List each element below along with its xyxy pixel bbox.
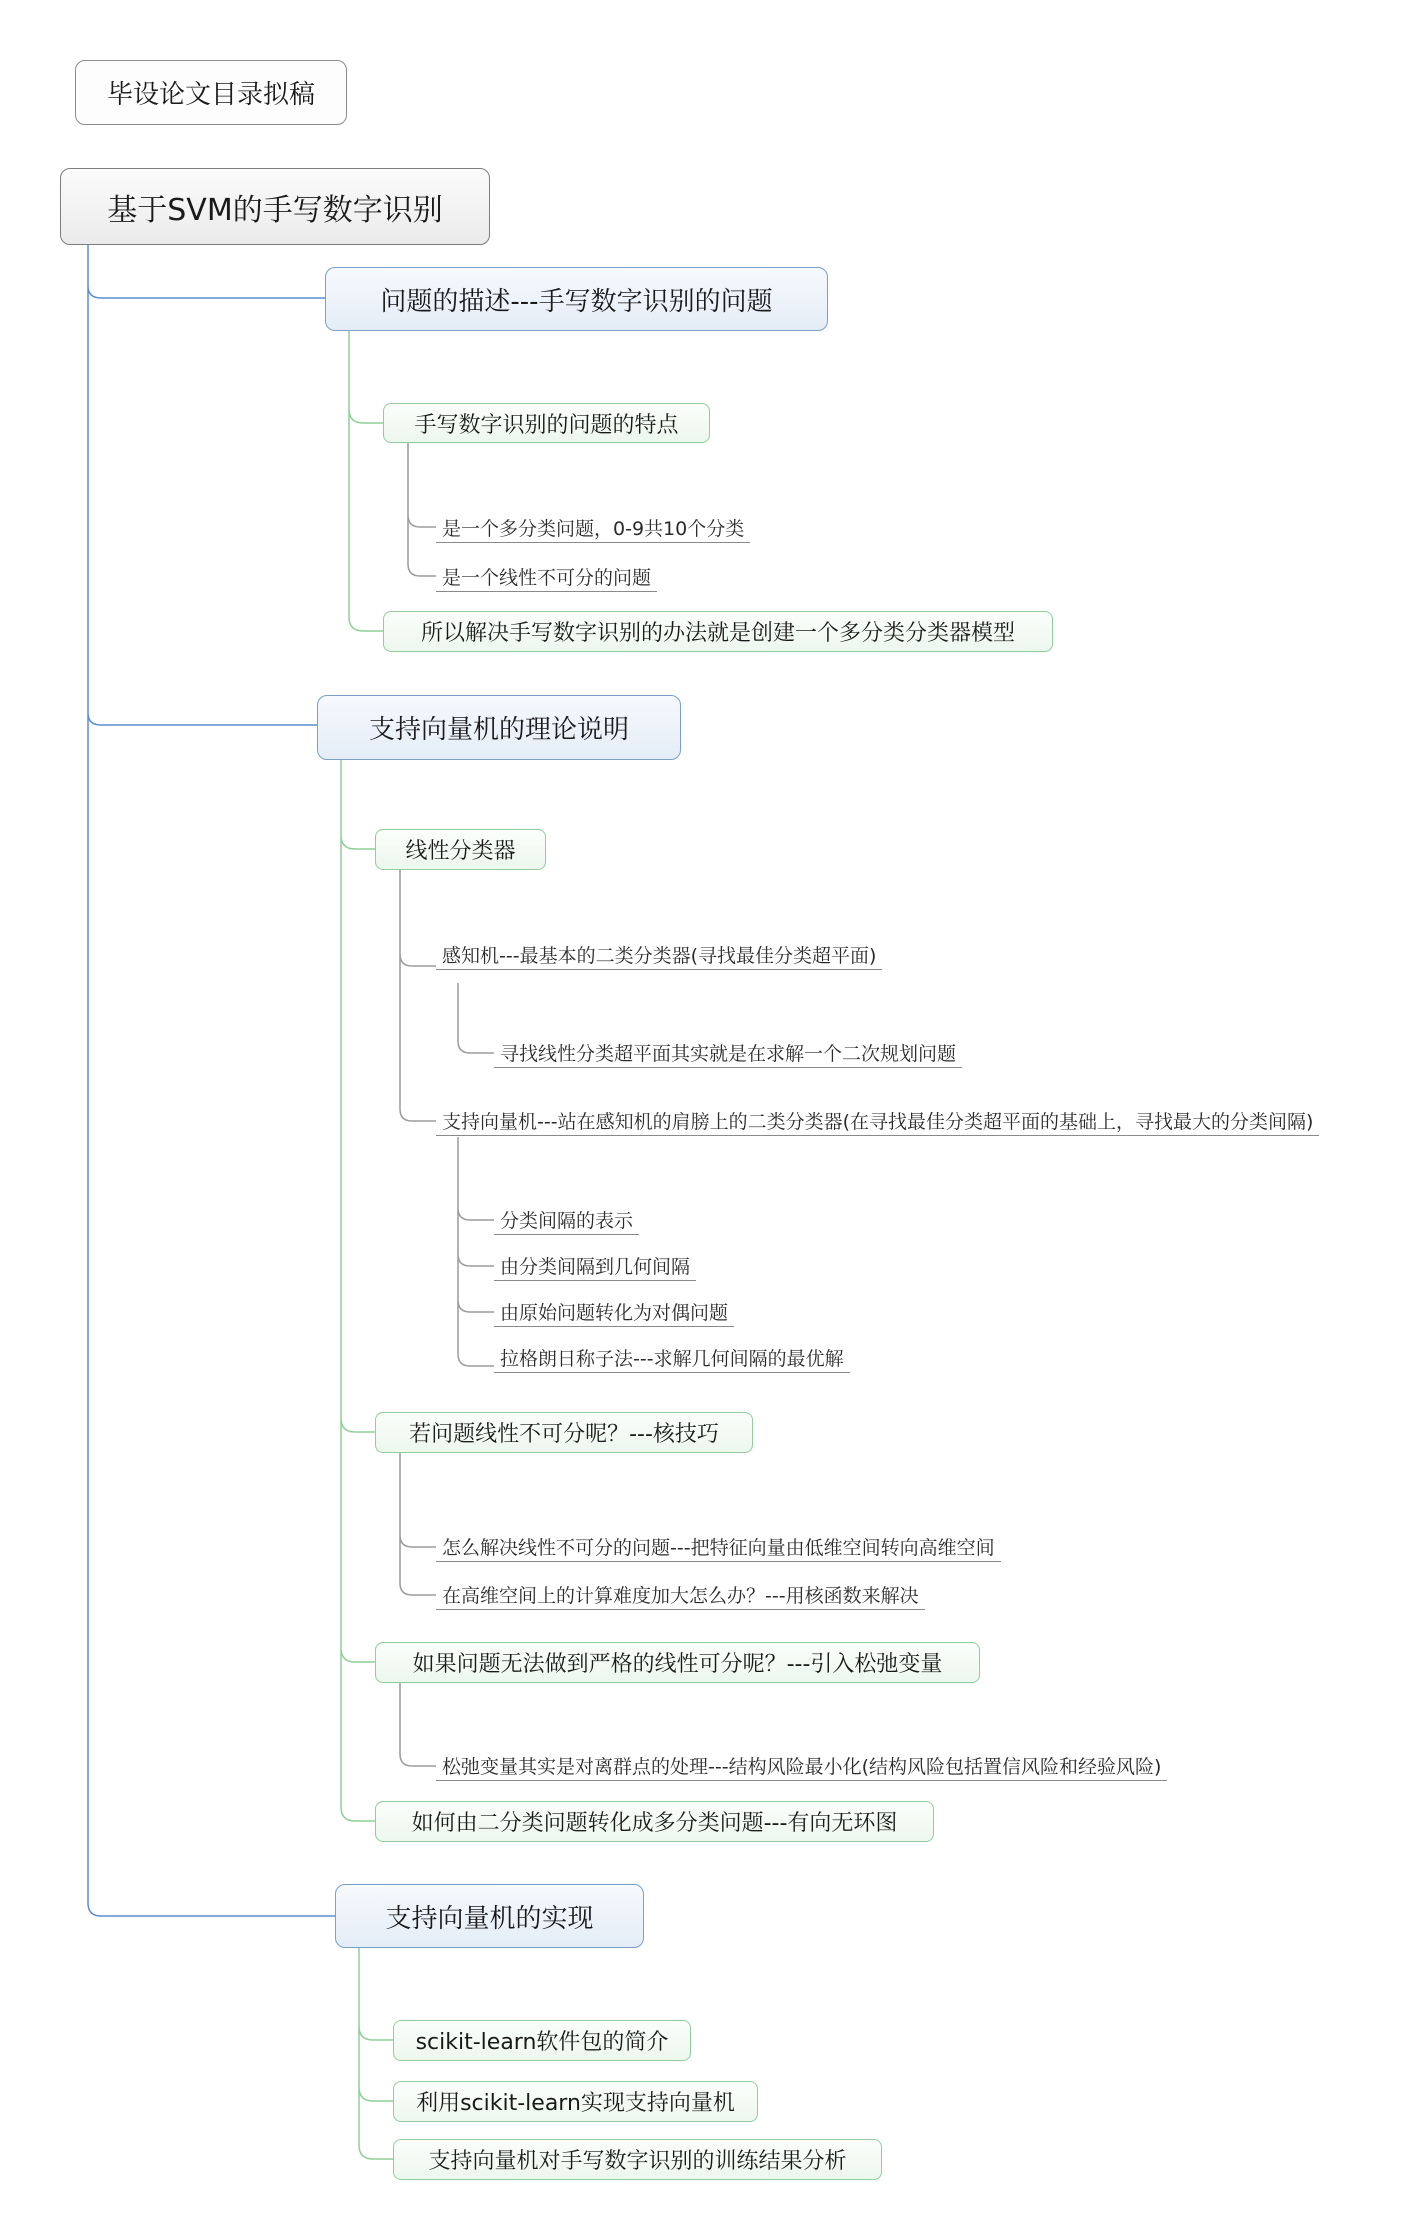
detail-quadratic-programming[interactable]: 寻找线性分类超平面其实就是在求解一个二次规划问题 bbox=[494, 1038, 962, 1068]
section-3-connector bbox=[359, 1948, 393, 2159]
section-1-leaf-connector bbox=[408, 443, 436, 576]
point-nonlinear[interactable]: 是一个线性不可分的问题 bbox=[436, 562, 657, 592]
topic-kernel-trick[interactable]: 若问题线性不可分呢？---核技巧 bbox=[375, 1412, 753, 1453]
topic-scikit-learn-intro[interactable]: scikit-learn软件包的简介 bbox=[393, 2020, 691, 2061]
section-2-connector bbox=[341, 760, 375, 1821]
section-2-leaf-connector bbox=[400, 870, 494, 1766]
point-outlier-handling[interactable]: 松弛变量其实是对离群点的处理---结构风险最小化(结构风险包括置信风险和经验风险) bbox=[436, 1751, 1167, 1781]
topic-linear-classifier[interactable]: 线性分类器 bbox=[375, 829, 546, 870]
section-1-connector bbox=[349, 331, 383, 631]
section-problem-description[interactable]: 问题的描述---手写数字识别的问题 bbox=[325, 267, 828, 331]
detail-dual-problem[interactable]: 由原始问题转化为对偶问题 bbox=[494, 1297, 734, 1327]
root-topic-node[interactable]: 基于SVM的手写数字识别 bbox=[60, 168, 490, 245]
doc-title-node[interactable]: 毕设论文目录拟稿 bbox=[75, 60, 347, 125]
section-svm-theory[interactable]: 支持向量机的理论说明 bbox=[317, 695, 681, 760]
detail-geometric-margin[interactable]: 由分类间隔到几何间隔 bbox=[494, 1251, 696, 1281]
detail-margin-representation[interactable]: 分类间隔的表示 bbox=[494, 1205, 639, 1235]
point-kernel-function[interactable]: 在高维空间上的计算难度加大怎么办？---用核函数来解决 bbox=[436, 1580, 925, 1610]
topic-solution[interactable]: 所以解决手写数字识别的办法就是创建一个多分类分类器模型 bbox=[383, 611, 1053, 652]
root-connector bbox=[88, 245, 335, 1916]
point-svm-margin[interactable]: 支持向量机---站在感知机的肩膀上的二类分类器(在寻找最佳分类超平面的基础上，寻找最大的分类间隔) bbox=[436, 1106, 1319, 1136]
topic-training-results[interactable]: 支持向量机对手写数字识别的训练结果分析 bbox=[393, 2139, 882, 2180]
section-svm-implementation[interactable]: 支持向量机的实现 bbox=[335, 1884, 644, 1948]
point-multiclass[interactable]: 是一个多分类问题，0-9共10个分类 bbox=[436, 513, 750, 543]
point-high-dim-space[interactable]: 怎么解决线性不可分的问题---把特征向量由低维空间转向高维空间 bbox=[436, 1532, 1001, 1562]
topic-scikit-learn-svm[interactable]: 利用scikit-learn实现支持向量机 bbox=[393, 2081, 758, 2122]
topic-multiclass-dag[interactable]: 如何由二分类问题转化成多分类问题---有向无环图 bbox=[375, 1801, 934, 1842]
topic-handwriting-features[interactable]: 手写数字识别的问题的特点 bbox=[383, 403, 710, 443]
point-perceptron[interactable]: 感知机---最基本的二类分类器(寻找最佳分类超平面) bbox=[436, 940, 882, 970]
topic-slack-variable[interactable]: 如果问题无法做到严格的线性可分呢？---引入松弛变量 bbox=[375, 1642, 980, 1683]
detail-lagrange[interactable]: 拉格朗日称子法---求解几何间隔的最优解 bbox=[494, 1343, 850, 1373]
